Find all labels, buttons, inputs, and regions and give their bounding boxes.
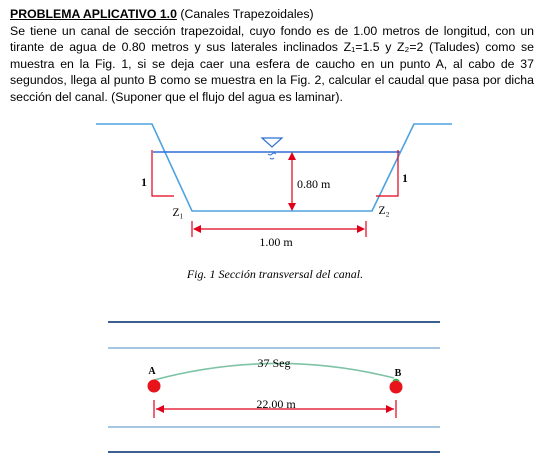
problem-heading: PROBLEMA APLICATIVO 1.0 — [10, 7, 177, 21]
ball-a — [148, 380, 161, 393]
point-a-label: A — [148, 366, 156, 377]
depth-dimension — [288, 152, 296, 211]
left-slope-triangle — [152, 150, 174, 196]
right-slope-label: Z₂ — [378, 205, 390, 217]
water-level-icon — [262, 138, 282, 159]
ball-b — [390, 381, 403, 394]
depth-label: 0.80 m — [297, 177, 331, 191]
left-slope-label: Z₁ — [172, 207, 184, 219]
left-rise-label: 1 — [141, 177, 147, 189]
bottom-width-label: 1.00 m — [259, 235, 293, 249]
distance-label: 22.00 m — [256, 397, 296, 411]
figure-1-caption: Fig. 1 Sección transversal del canal. — [186, 267, 364, 281]
figure-1 — [96, 124, 452, 281]
time-label: 37 Seg — [257, 356, 291, 370]
right-rise-label: 1 — [402, 173, 408, 185]
point-b-label: B — [394, 368, 402, 379]
right-slope-triangle — [376, 150, 398, 196]
problem-heading-suffix: (Canales Trapezoidales) — [176, 7, 314, 21]
figure-2 — [108, 322, 440, 452]
problem-body: Se tiene un canal de sección trapezoidal, cuyo fondo es de 1.00 metros de longitud, con un tirante de agua de 0.80 metros y sus laterales inclinados Z₁=1.5 y Z₂=2 (Taludes) como se muestra en la Fig. 1, si se deja caer una esfera de caucho en un punto A, al cabo de 37 segundos, llega al punto B como se muestra en la Fig. 2, calcular el caudal que pasa por dicha sección del canal. (Suponer que el flujo del agua es laminar). — [10, 23, 534, 104]
